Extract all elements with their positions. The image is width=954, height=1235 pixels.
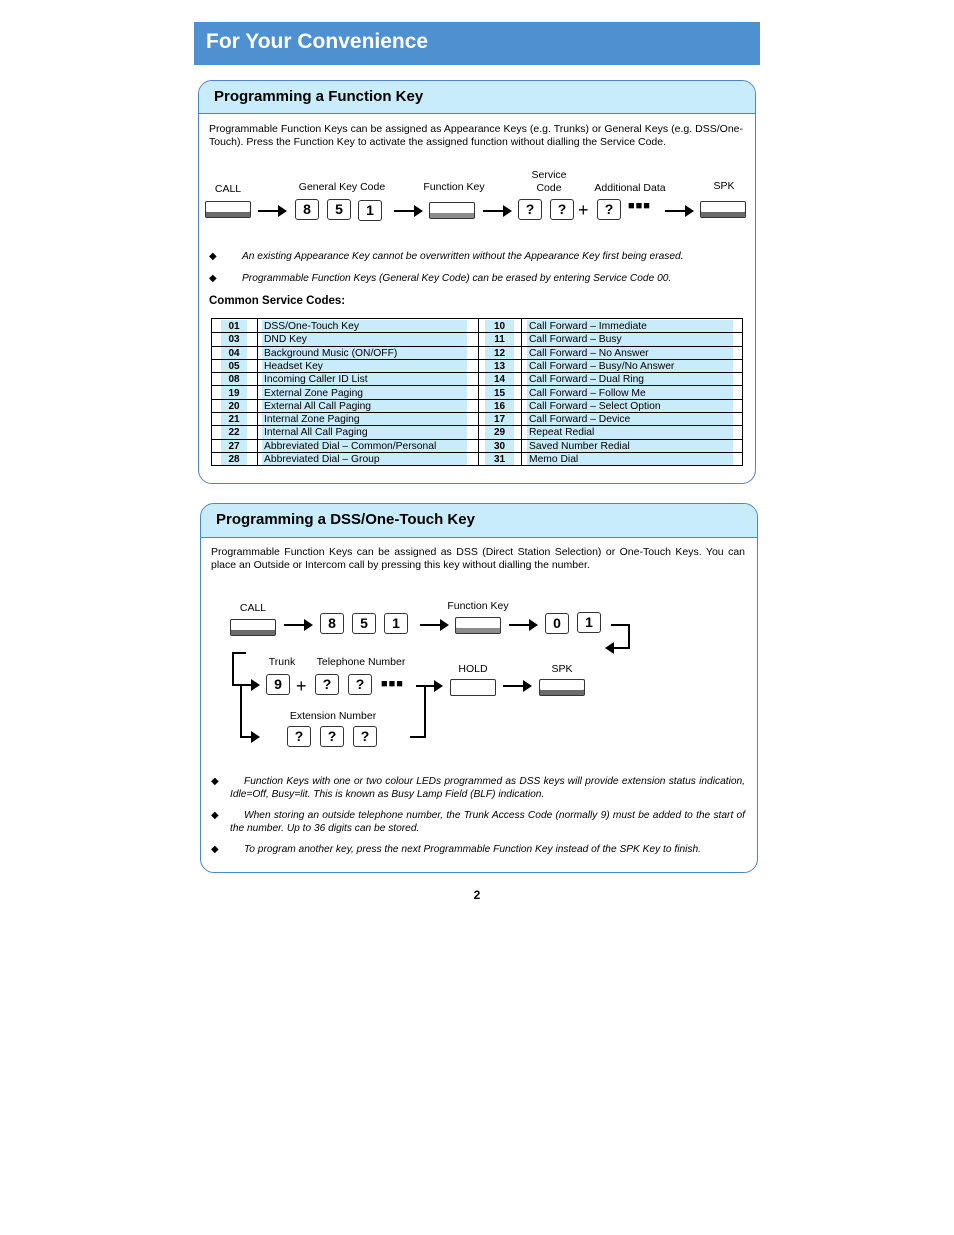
service-description: Internal All Call Paging (264, 427, 368, 439)
service-code: 17 (493, 414, 506, 426)
service-description: Call Forward – Select Option (529, 400, 661, 412)
digit-key[interactable]: 8 (320, 613, 344, 634)
service-description: Memo Dial (529, 454, 579, 465)
diamond-bullet-icon: ◆ (211, 776, 219, 787)
service-code: 11 (494, 334, 505, 346)
table-row (212, 360, 742, 373)
service-code: 03 (228, 334, 240, 346)
digit-key[interactable]: 5 (352, 613, 376, 634)
connector-line (240, 684, 242, 737)
service-description: External All Call Paging (264, 400, 372, 412)
digit-key[interactable]: 0 (545, 613, 569, 634)
note: Programmable Function Keys (General Key Code) can be erased by entering Service Code 00. (242, 273, 672, 284)
connector-line (232, 652, 234, 685)
arrow (509, 624, 536, 626)
service-code: 16 (493, 400, 506, 412)
service-description: Background Music (ON/OFF) (264, 347, 398, 359)
service-code: 14 (493, 374, 506, 386)
service-code: 10 (493, 321, 506, 332)
function-key-label: Function Key (447, 600, 509, 612)
connector-line (410, 736, 426, 738)
spk-key[interactable] (700, 201, 746, 218)
digit-key[interactable]: ? (320, 726, 344, 747)
call-label: CALL (214, 183, 242, 195)
digit-key[interactable]: ? (348, 674, 372, 695)
note: An existing Appearance Key cannot be overwritten without the Appearance Key first being erased. (242, 251, 684, 262)
table-row (212, 440, 742, 453)
table-row (212, 400, 742, 413)
section-title: Programming a Function Key (214, 88, 424, 105)
service-code: 20 (228, 400, 240, 412)
service-description: Repeat Redial (529, 427, 595, 439)
table-row (212, 453, 742, 466)
table-row (212, 333, 742, 346)
service-code: 05 (228, 360, 240, 372)
digit-key[interactable]: ? (597, 199, 621, 220)
service-code: 27 (228, 440, 240, 452)
arrow (284, 624, 311, 626)
service-code: 19 (228, 387, 240, 399)
service-description: Call Forward – Dual Ring (529, 374, 645, 386)
function-key[interactable] (429, 202, 475, 219)
note: When storing an outside telephone number, the Trunk Access Code (normally 9) must be added to the start of the number. Up to 36 digits can be stored. (230, 810, 745, 834)
digit-key[interactable]: 1 (358, 200, 382, 221)
service-code: 08 (228, 374, 240, 386)
page-title: For Your Convenience (206, 30, 429, 53)
function-key-label: Function Key (423, 181, 485, 193)
service-description: Call Forward – Immediate (529, 321, 647, 332)
table-row (212, 426, 742, 439)
section-intro: Programmable Function Keys can be assigned as Appearance Keys (e.g. Trunks) or General Keys (e.g. DSS/One-Touch). Press the Function Key to activate the assigned function without dialling the Service Code. (209, 123, 743, 148)
service-description: DSS/One-Touch Key (264, 321, 360, 332)
service-description: Abbreviated Dial – Group (264, 454, 380, 465)
service-description: Call Forward – Follow Me (529, 387, 646, 399)
arrow (416, 685, 441, 687)
digit-key[interactable]: ? (518, 199, 542, 220)
service-code-label-1: Service (531, 169, 567, 181)
section-title: Programming a DSS/One-Touch Key (216, 511, 475, 528)
connector-line (628, 624, 630, 649)
digit-key[interactable]: ? (550, 199, 574, 220)
service-code: 28 (228, 454, 240, 465)
service-description: Call Forward – Busy/No Answer (529, 360, 675, 372)
telephone-number-label: Telephone Number (316, 656, 406, 668)
diamond-bullet-icon: ◆ (211, 844, 219, 855)
digit-key[interactable]: ? (315, 674, 339, 695)
service-description: Internal Zone Paging (264, 414, 360, 426)
call-key[interactable] (230, 619, 276, 636)
table-row (212, 320, 742, 333)
service-code: 12 (493, 347, 506, 359)
digit-key[interactable]: ? (353, 726, 377, 747)
service-code: 15 (493, 387, 506, 399)
call-label: CALL (239, 602, 267, 614)
service-code: 30 (493, 440, 506, 452)
section-intro: Programmable Function Keys can be assigned as DSS (Direct Station Selection) or One-Touch Keys. You can place an Outside or Intercom call by pressing this key without dialling the number. (211, 546, 745, 571)
service-description: Call Forward – Busy (529, 334, 622, 346)
service-description: DND Key (264, 334, 307, 346)
plus-sign: + (578, 200, 589, 220)
diamond-bullet-icon: ◆ (209, 251, 217, 262)
service-description: Abbreviated Dial – Common/Personal (264, 440, 437, 452)
service-code: 31 (493, 454, 506, 465)
arrowhead-icon (605, 642, 614, 654)
service-codes-table (211, 318, 743, 466)
extension-number-label: Extension Number (289, 710, 377, 722)
arrow (240, 736, 258, 738)
service-description: Call Forward – No Answer (529, 347, 649, 359)
service-description: Saved Number Redial (529, 440, 630, 452)
panel-header (201, 504, 757, 538)
panel-header (199, 81, 755, 114)
service-description: External Zone Paging (264, 387, 364, 399)
digit-key[interactable]: 1 (577, 612, 601, 633)
general-key-code-label: General Key Code (298, 181, 386, 193)
connector-line (232, 652, 246, 654)
arrow (420, 624, 447, 626)
ellipsis-icon: ■■■ (628, 200, 651, 212)
digit-key[interactable]: 9 (266, 674, 290, 695)
digit-key[interactable]: 8 (295, 199, 319, 220)
connector-line (424, 685, 426, 737)
service-description: Incoming Caller ID List (264, 374, 368, 386)
arrow (665, 210, 692, 212)
digit-key[interactable]: 5 (327, 199, 351, 220)
spk-key[interactable] (539, 679, 585, 696)
table-row (212, 413, 742, 426)
service-description: Call Forward – Device (529, 414, 631, 426)
table-row (212, 373, 742, 386)
diamond-bullet-icon: ◆ (209, 273, 217, 284)
arrow (258, 210, 285, 212)
page-number: 2 (473, 888, 481, 902)
arrow (483, 210, 510, 212)
spk-label: SPK (551, 663, 573, 675)
ellipsis-icon: ■■■ (381, 678, 404, 690)
spk-label: SPK (713, 180, 735, 192)
service-code: 04 (228, 347, 240, 359)
additional-data-label: Additional Data (594, 182, 666, 194)
service-code-label-2: Code (536, 182, 562, 194)
plus-sign: + (296, 676, 307, 696)
arrow (394, 210, 421, 212)
hold-label: HOLD (458, 663, 488, 675)
page-banner (194, 22, 760, 65)
service-code: 13 (493, 360, 506, 372)
arrow (232, 684, 258, 686)
service-code: 01 (228, 321, 240, 332)
note: To program another key, press the next Programmable Function Key instead of the SPK Key to finish. (244, 844, 701, 855)
call-key[interactable] (205, 201, 251, 218)
table-row (212, 347, 742, 360)
trunk-label: Trunk (268, 656, 296, 668)
service-code: 29 (493, 427, 506, 439)
diamond-bullet-icon: ◆ (211, 810, 219, 821)
function-key[interactable] (455, 617, 501, 634)
note: Function Keys with one or two colour LEDs programmed as DSS keys will provide extension status indication, Idle=Off, Busy=lit. This is known as Busy Lamp Field (BLF) indication. (230, 776, 745, 800)
service-code: 21 (228, 414, 240, 426)
hold-key[interactable] (450, 679, 496, 696)
table-row (212, 387, 742, 400)
connector-line (614, 647, 630, 649)
service-description: Headset Key (264, 360, 323, 372)
service-code: 22 (228, 427, 240, 439)
digit-key[interactable]: 1 (384, 613, 408, 634)
arrow (503, 685, 530, 687)
codes-heading: Common Service Codes: (209, 295, 346, 307)
digit-key[interactable]: ? (287, 726, 311, 747)
